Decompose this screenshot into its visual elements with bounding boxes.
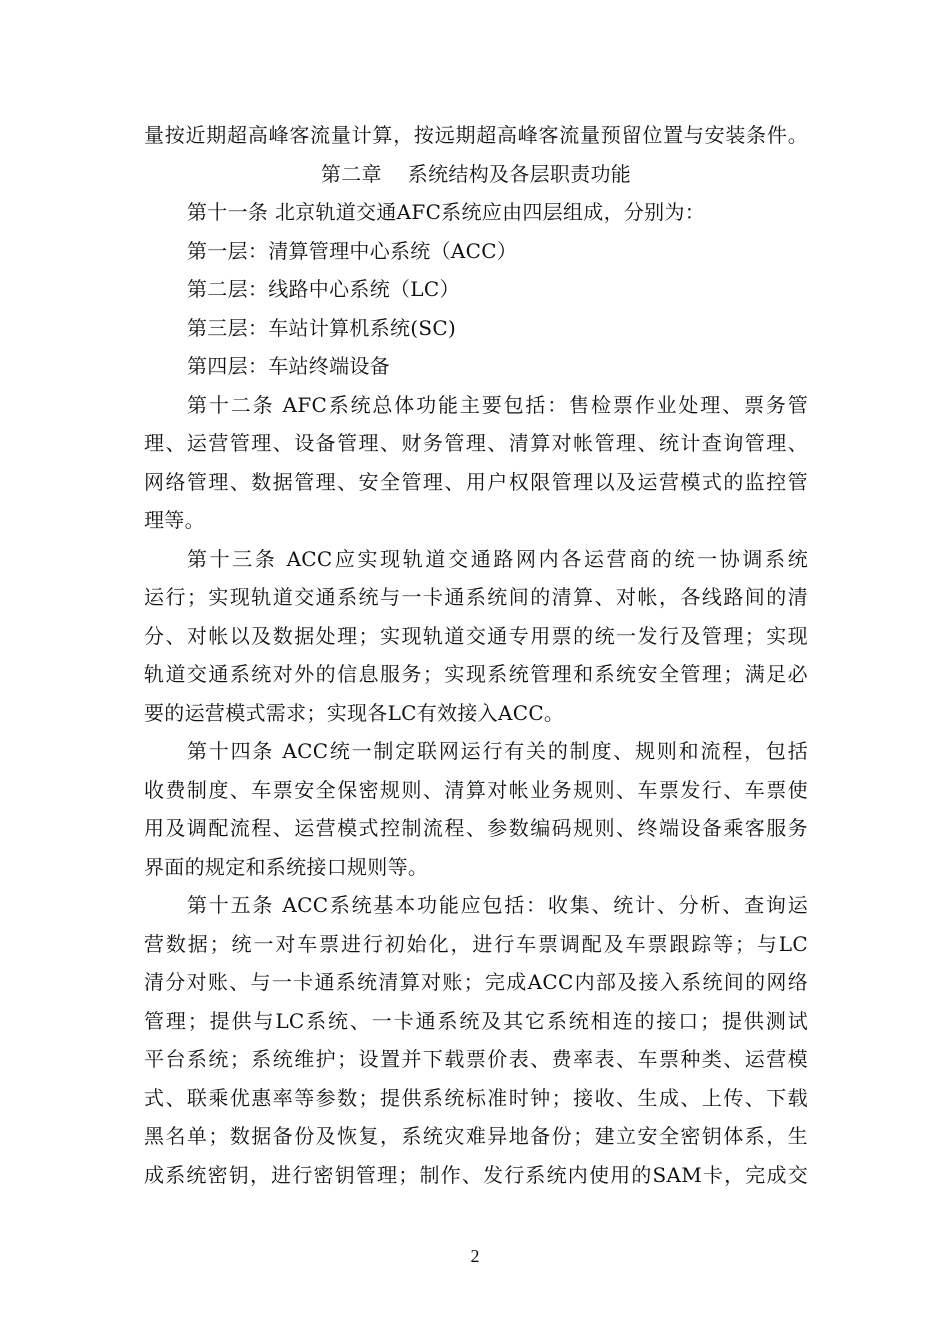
layer-2-line: 第二层：线路中心系统（LC）: [187, 277, 460, 301]
layer-1-line: 第一层：清算管理中心系统（ACC）: [187, 238, 518, 263]
text-line: 界面的规定和系统接口规则等。: [144, 854, 429, 879]
chapter-number: 第二章: [320, 161, 382, 186]
text-line: 成系统密钥，进行密钥管理；制作、发行系统内使用的SAM卡，完成交: [144, 1162, 808, 1187]
text-line: 收费制度、车票安全保密规则、清算对帐业务规则、车票发行、车票使: [144, 777, 808, 802]
text-line: 要的运营模式需求；实现各LC有效接入ACC。: [144, 700, 565, 725]
text-line: 营数据；统一对车票进行初始化，进行车票调配及车票跟踪等；与LC: [144, 931, 808, 956]
article-15-line: 第十五条 ACC系统基本功能应包括：收集、统计、分析、查询运: [187, 893, 808, 917]
article-12-line: 第十二条 AFC系统总体功能主要包括：售检票作业处理、票务管: [187, 392, 808, 417]
text-line: 理、运营管理、设备管理、财务管理、清算对帐管理、统计查询管理、: [144, 431, 808, 455]
text-line: 网络管理、数据管理、安全管理、用户权限管理以及运营模式的监控管: [144, 469, 808, 494]
article-13-line: 第十三条 ACC应实现轨道交通路网内各运营商的统一协调系统: [187, 546, 808, 571]
article-11-line: 第十一条 北京轨道交通AFC系统应由四层组成，分别为：: [187, 200, 706, 224]
page-number: 2: [470, 1246, 480, 1266]
text-line: 运行；实现轨道交通系统与一卡通系统间的清算、对帐，各线路间的清: [144, 585, 808, 609]
text-line: 式、联乘优惠率等参数；提供系统标准时钟；接收、生成、上传、下载: [144, 1085, 808, 1110]
text-line: 黑名单；数据备份及恢复，系统灾难异地备份；建立安全密钥体系，生: [144, 1124, 808, 1148]
text-line: 平台系统；系统维护；设置并下载票价表、费率表、车票种类、运营模: [144, 1047, 808, 1071]
text-line: 用及调配流程、运营模式控制流程、参数编码规则、终端设备乘客服务: [144, 816, 808, 840]
layer-4-line: 第四层：车站终端设备: [187, 354, 390, 378]
text-line: 管理；提供与LC系统、一卡通系统及其它系统相连的接口；提供测试: [144, 1008, 808, 1033]
layer-3-line: 第三层：车站计算机系统(SC): [187, 315, 457, 340]
article-14-line: 第十四条 ACC统一制定联网运行有关的制度、规则和流程，包括: [187, 739, 808, 763]
text-line: 清分对账、与一卡通系统清算对账；完成ACC内部及接入系统间的网络: [144, 970, 808, 994]
text-line: 量按近期超高峰客流量计算，按远期超高峰客流量预留位置与安装条件。: [144, 123, 808, 147]
text-line: 轨道交通系统对外的信息服务；实现系统管理和系统安全管理；满足必: [144, 662, 808, 686]
document-body: [144, 116, 808, 1194]
chapter-heading: [144, 155, 808, 194]
chapter-title: 系统结构及各层职责功能: [407, 161, 632, 186]
text-line: 理等。: [144, 508, 205, 532]
text-line: 分、对帐以及数据处理；实现轨道交通专用票的统一发行及管理；实现: [144, 623, 808, 648]
